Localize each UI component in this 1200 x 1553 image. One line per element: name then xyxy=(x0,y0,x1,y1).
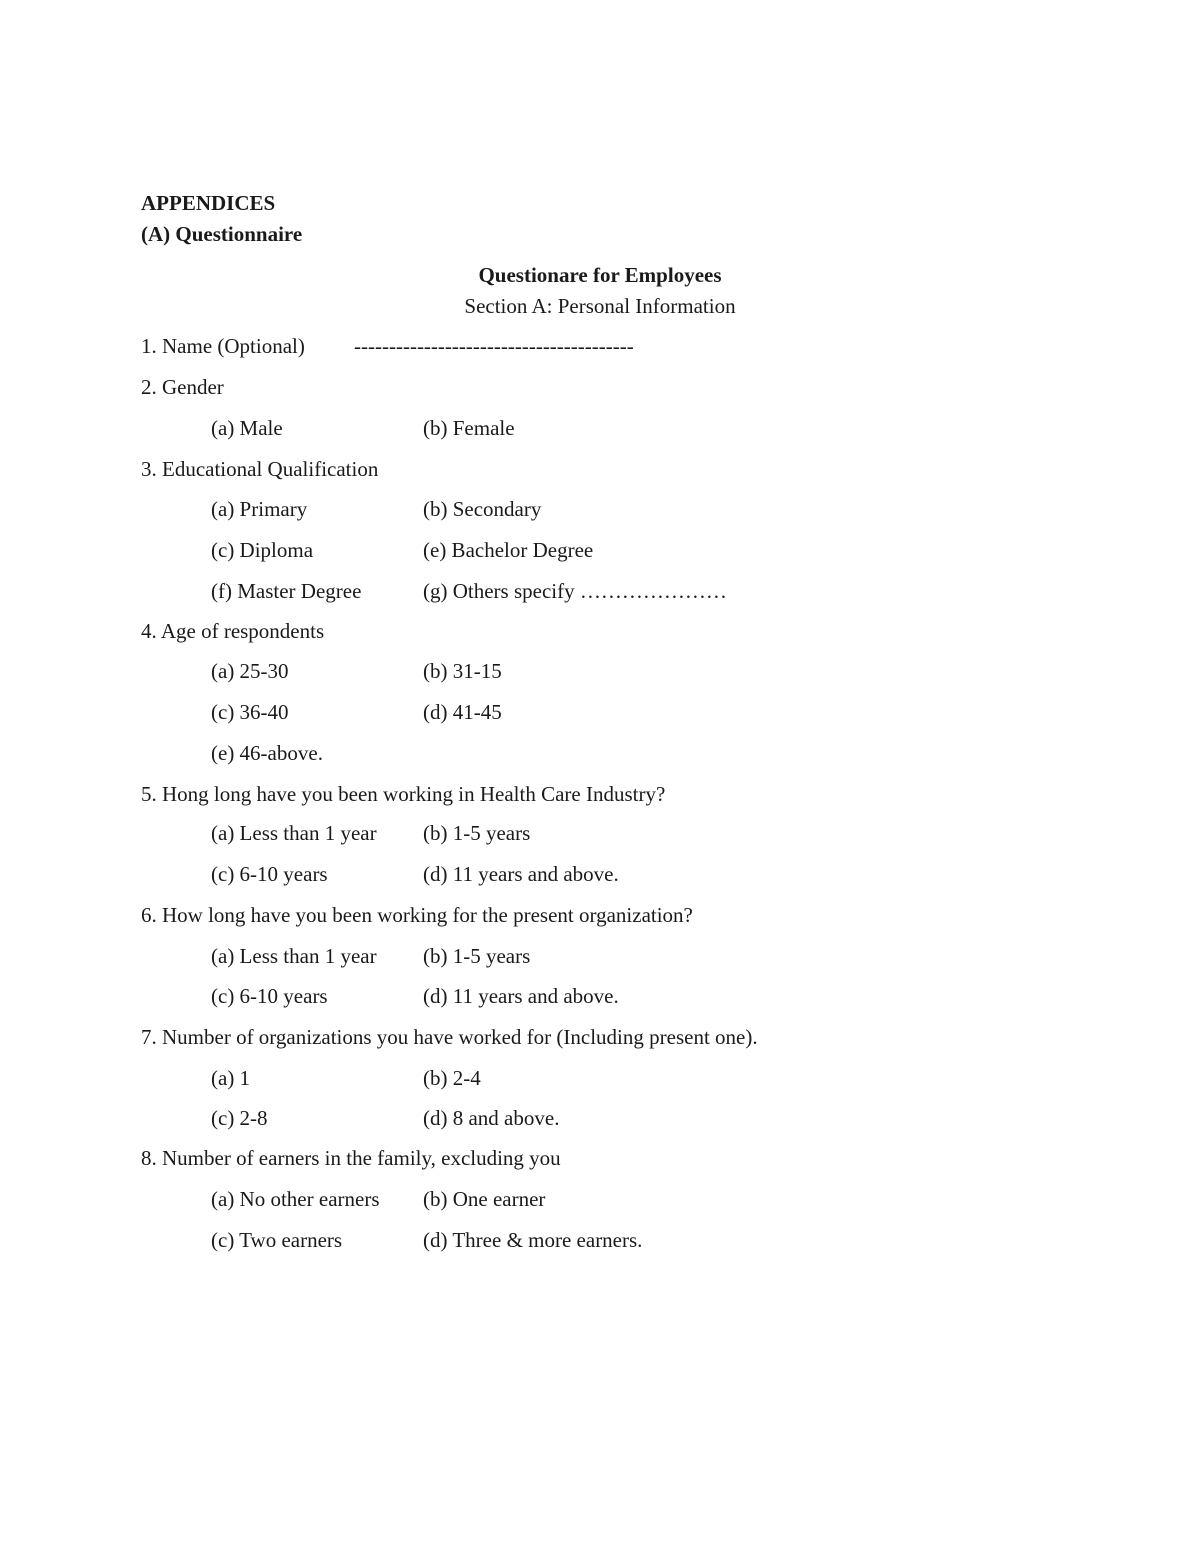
option: (a) No other earners xyxy=(211,1187,380,1211)
question-1: 1. Name (Optional) xyxy=(141,334,305,358)
question-4: 4. Age of respondents xyxy=(141,619,325,643)
option: (f) Master Degree xyxy=(211,579,362,603)
option: (b) Female xyxy=(423,416,515,440)
question-7: 7. Number of organizations you have worked for (Including present one). xyxy=(141,1025,758,1049)
question-8: 8. Number of earners in the family, excluding you xyxy=(141,1146,561,1170)
question-5: 5. Hong long have you been working in Health Care Industry? xyxy=(141,782,666,806)
option: (b) 1-5 years xyxy=(423,821,531,845)
option: (d) Three & more earners. xyxy=(423,1228,643,1252)
option: (b) One earner xyxy=(423,1187,546,1211)
question-2: 2. Gender xyxy=(141,375,224,399)
option: (b) 31-15 xyxy=(423,659,502,683)
option: (a) 25-30 xyxy=(211,659,289,683)
questionnaire-subheading: (A) Questionnaire xyxy=(141,222,303,246)
option: (a) Male xyxy=(211,416,283,440)
option: (e) Bachelor Degree xyxy=(423,538,594,562)
document-title: Questionare for Employees xyxy=(478,263,722,287)
option: (c) 2-8 xyxy=(211,1106,268,1130)
option: (d) 11 years and above. xyxy=(423,862,619,886)
option: (c) Two earners xyxy=(211,1228,343,1252)
option: (a) 1 xyxy=(211,1066,251,1090)
option: (d) 41-45 xyxy=(423,700,502,724)
option: (c) 36-40 xyxy=(211,700,289,724)
option: (a) Primary xyxy=(211,497,308,521)
option: (b) 2-4 xyxy=(423,1066,481,1090)
option: (b) Secondary xyxy=(423,497,542,521)
question-3: 3. Educational Qualification xyxy=(141,457,379,481)
question-6: 6. How long have you been working for the present organization? xyxy=(141,903,693,927)
option: (c) 6-10 years xyxy=(211,862,328,886)
option: (d) 8 and above. xyxy=(423,1106,560,1130)
section-heading: Section A: Personal Information xyxy=(464,294,736,318)
option: (c) 6-10 years xyxy=(211,984,328,1008)
option: (a) Less than 1 year xyxy=(211,821,377,845)
option: (a) Less than 1 year xyxy=(211,944,377,968)
appendices-heading: APPENDICES xyxy=(141,191,276,215)
option: (c) Diploma xyxy=(211,538,314,562)
option: (b) 1-5 years xyxy=(423,944,531,968)
name-blank: ---------------------------------------- xyxy=(354,334,634,358)
option: (g) Others specify ………………… xyxy=(423,579,727,603)
option: (e) 46-above. xyxy=(211,741,323,765)
option: (d) 11 years and above. xyxy=(423,984,619,1008)
